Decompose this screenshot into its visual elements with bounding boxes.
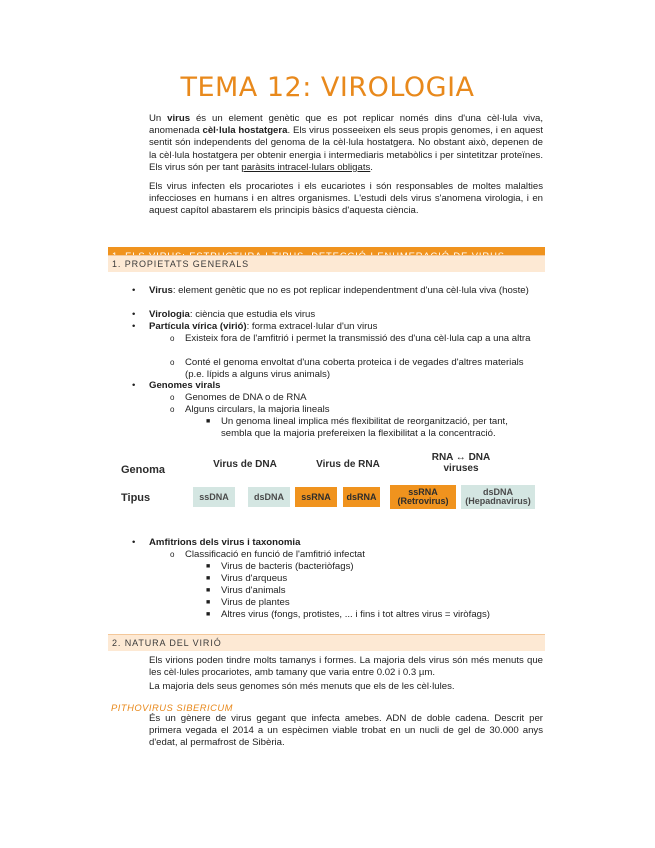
list-subsubitem-animals-text: Virus d'animals (221, 585, 286, 596)
diagram-row-label-tipus: Tipus (121, 492, 151, 504)
list-item-virologia-def: : ciència que estudia els virus (189, 309, 316, 320)
intro-p2-text: Els virus infecten els procariotes i els eucariotes i són responsables de moltes malalties infeccioses en humans i en altres organismes. L'estudi dels virus s'anomena virologia, i en aquest capítol abastarem els principis bàsics d'aquesta ciència. (149, 181, 543, 217)
list-subsubitem-bacteris-text: Virus de bacteris (bacteriòfags) (221, 561, 354, 572)
box-dsdna-hepadnavirus (461, 485, 535, 509)
box-dsrna: dsRNA (343, 487, 380, 507)
intro-paragraph-1 (111, 113, 543, 174)
square-bullet-icon: ■ (206, 599, 211, 606)
box-ssrna-retrovirus-line2: (Retrovirus) (397, 496, 449, 506)
box-ssrna: ssRNA (295, 487, 337, 507)
natura-p2-text: La majoria dels seus genomes són més menuts que els de les cèl·lules. (149, 681, 455, 692)
box-dsdna-hepadnavirus-line1: dsDNA (482, 487, 513, 497)
list-subitem-conte-text: Conté el genoma envoltat d'una coberta proteica i de vegades d'altres materials (p.e. lípids a alguns virus animals) (185, 357, 524, 380)
diagram-header-rna-dna-line2: viruses (443, 463, 479, 474)
circle-bullet-icon: o (170, 334, 175, 343)
intro-p1-underline: paràsits intracel·lulars obligats (241, 161, 371, 173)
diagram-header-rna-dna (391, 452, 531, 474)
circle-bullet-icon: o (170, 405, 175, 414)
square-bullet-icon: ■ (206, 575, 211, 582)
list-subitem-existeix-text: Existeix fora de l'amfitrió i permet la transmissió des d'una cèl·lula cap a una altra (185, 333, 531, 344)
list-item-virus-def: : element genètic que no es pot replicar independentment d'una cèl·lula viva (hoste) (172, 285, 529, 296)
diagram-row-label-genoma: Genoma (121, 464, 166, 476)
list-item-particula-def: : forma extracel·lular d'un virus (246, 321, 378, 332)
list-subsubitem-arqueus-text: Virus d'arqueus (221, 573, 288, 584)
diagram-header-rna: Virus de RNA (316, 459, 380, 470)
bullet-icon: • (132, 380, 136, 391)
diagram-header-rna-dna-line1: RNA ↔ DNA (431, 452, 491, 463)
bullet-icon: • (132, 309, 136, 320)
intro-p1-bold-virus: virus (167, 113, 191, 124)
diagram-header-dna: Virus de DNA (213, 459, 277, 470)
circle-bullet-icon: o (170, 358, 175, 367)
natura-paragraph-2 (111, 681, 543, 693)
list-subsubitem-plantes-text: Virus de plantes (221, 597, 290, 608)
square-bullet-icon: ■ (206, 418, 211, 425)
list-item-virus-term: Virus (149, 285, 173, 296)
list-item-genomes-term: Genomes virals (149, 380, 221, 391)
list-item-particula-term: Partícula vírica (virió) (149, 321, 247, 332)
square-bullet-icon: ■ (206, 587, 211, 594)
intro-p1-text-3: . Els virus posseeixen els seus propis genomes, i en aquest sentit són independents del genoma de la cèl·lula hostatgera. No obstant això, depenen de la cèl·lula hostatgera per obtenir energia i intermediaris metabòlics i per sintetitzar proteïnes. Els virus són per tant (149, 125, 543, 173)
bullet-icon: • (132, 537, 136, 548)
bullet-icon: • (132, 321, 136, 332)
square-bullet-icon: ■ (206, 563, 211, 570)
list-item-virologia-term: Virologia (149, 309, 190, 320)
intro-paragraph-2 (111, 181, 543, 218)
intro-p1-text-4: . (370, 161, 373, 173)
intro-p1-text-1: Un (149, 113, 168, 124)
bullet-icon: • (132, 285, 136, 296)
natura-p1-text: Els virions poden tindre molts tamanys i formes. La majoria dels virus són més menuts que les cèl·lules procariotes, amb tamany que varia entre 0.02 i 0.3 µm. (149, 655, 543, 679)
list-subsubitem-altres-text: Altres virus (fongs, protistes, ... i fins i tot altres virus = viròfags) (221, 609, 490, 620)
genome-types-diagram (115, 452, 545, 524)
list-subitem-circulars-text: Alguns circulars, la majoria lineals (185, 404, 330, 415)
box-dsdna: dsDNA (248, 487, 290, 507)
box-ssrna-retrovirus (390, 485, 456, 509)
list-subitem-classificacio-text: Classificació en funció de l'amfitrió infectat (185, 549, 365, 560)
list-subitem-dna-rna-text: Genomes de DNA o de RNA (185, 392, 307, 403)
box-ssrna-retrovirus-line1: ssRNA (408, 487, 438, 497)
subsection-heading-2: 2. NATURA DEL VIRIÓ (108, 634, 545, 651)
natura-paragraph-1 (111, 655, 543, 679)
page-title: TEMA 12: VIROLOGIA (180, 72, 475, 103)
pithovirus-heading: PITHOVIRUS SIBERICUM (111, 702, 233, 713)
subsection-heading-1: 1. PROPIETATS GENERALS (108, 255, 545, 272)
circle-bullet-icon: o (170, 550, 175, 559)
box-ssdna: ssDNA (193, 487, 235, 507)
box-dsdna-hepadnavirus-line2: (Hepadnavirus) (465, 496, 531, 506)
list-item-amfitrions-term: Amfitrions dels virus i taxonomia (149, 537, 301, 548)
circle-bullet-icon: o (170, 393, 175, 402)
pithovirus-paragraph (111, 713, 543, 750)
pithovirus-text: És un gènere de virus gegant que infecta amebes. ADN de doble cadena. Descrit per primera vegada el 2014 a un espècimen viable trobat en un nucli de gel de 30.000 anys d'edat, al permafrost de Sibèria. (149, 713, 543, 749)
list-subsubitem-lineal-text: Un genoma lineal implica més flexibilitat de reorganització, per tant, sembla que la majoria prefereixen la flexibilitat a la concentració. (221, 416, 508, 439)
intro-p1-text-2: és un element genètic que es pot replicar només dins d'una cèl·lula viva, anomenada (149, 113, 543, 137)
intro-p1-bold-host: cèl·lula hostatgera (202, 125, 288, 137)
square-bullet-icon: ■ (206, 611, 211, 618)
